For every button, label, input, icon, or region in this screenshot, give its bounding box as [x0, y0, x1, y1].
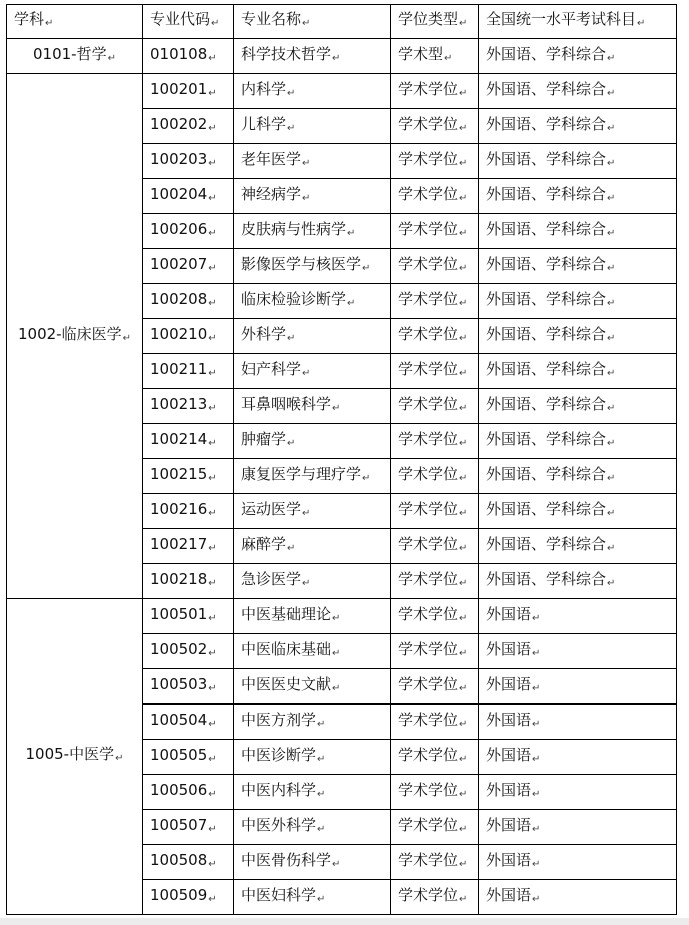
name-cell: 临床检验诊断学↵ — [234, 284, 391, 319]
paragraph-mark-icon: ↵ — [332, 682, 341, 694]
paragraph-mark-icon: ↵ — [302, 367, 311, 379]
degree-cell: 学术学位↵ — [391, 179, 479, 214]
paragraph-mark-icon: ↵ — [208, 402, 217, 414]
paragraph-mark-icon: ↵ — [459, 18, 468, 29]
name-cell: 中医内科学↵ — [234, 775, 391, 810]
paragraph-mark-icon: ↵ — [459, 893, 468, 905]
name-cell: 外科学↵ — [234, 319, 391, 354]
code-cell: 100503↵ — [143, 669, 234, 705]
header-degree: 学位类型↵ — [391, 5, 479, 39]
exam-cell: 外国语、学科综合↵ — [479, 39, 677, 74]
name-cell: 肿瘤学↵ — [234, 424, 391, 459]
degree-cell: 学术学位↵ — [391, 319, 479, 354]
paragraph-mark-icon: ↵ — [208, 788, 217, 800]
paragraph-mark-icon: ↵ — [208, 87, 217, 99]
code-cell: 100214↵ — [143, 424, 234, 459]
paragraph-mark-icon: ↵ — [532, 893, 541, 905]
exam-cell: 外国语、学科综合↵ — [479, 179, 677, 214]
code-cell: 100206↵ — [143, 214, 234, 249]
paragraph-mark-icon: ↵ — [302, 18, 311, 29]
name-cell: 中医方剂学↵ — [234, 704, 391, 740]
paragraph-mark-icon: ↵ — [208, 157, 217, 169]
paragraph-mark-icon: ↵ — [208, 753, 217, 765]
degree-cell: 学术学位↵ — [391, 599, 479, 634]
paragraph-mark-icon: ↵ — [459, 402, 468, 414]
paragraph-mark-icon: ↵ — [459, 332, 468, 344]
name-cell: 中医基础理论↵ — [234, 599, 391, 634]
paragraph-mark-icon: ↵ — [607, 472, 616, 484]
paragraph-mark-icon: ↵ — [459, 297, 468, 309]
degree-cell: 学术学位↵ — [391, 389, 479, 424]
code-cell: 100201↵ — [143, 74, 234, 109]
code-cell: 100508↵ — [143, 845, 234, 880]
header-code: 专业代码↵ — [143, 5, 234, 39]
degree-cell: 学术学位↵ — [391, 214, 479, 249]
paragraph-mark-icon: ↵ — [607, 297, 616, 309]
paragraph-mark-icon: ↵ — [302, 192, 311, 204]
name-cell: 中医外科学↵ — [234, 810, 391, 845]
code-cell: 100501↵ — [143, 599, 234, 634]
paragraph-mark-icon: ↵ — [287, 542, 296, 554]
paragraph-mark-icon: ↵ — [607, 332, 616, 344]
paragraph-mark-icon: ↵ — [115, 753, 124, 764]
degree-cell: 学术学位↵ — [391, 284, 479, 319]
paragraph-mark-icon: ↵ — [459, 788, 468, 800]
degree-cell: 学术学位↵ — [391, 494, 479, 529]
paragraph-mark-icon: ↵ — [459, 227, 468, 239]
paragraph-mark-icon: ↵ — [607, 122, 616, 134]
exam-cell: 外国语、学科综合↵ — [479, 354, 677, 389]
paragraph-mark-icon: ↵ — [607, 262, 616, 274]
page-bottom-strip — [0, 918, 689, 925]
paragraph-mark-icon: ↵ — [107, 52, 116, 64]
exam-cell: 外国语↵ — [479, 669, 677, 705]
paragraph-mark-icon: ↵ — [607, 437, 616, 449]
name-cell: 急诊医学↵ — [234, 564, 391, 599]
exam-cell: 外国语、学科综合↵ — [479, 214, 677, 249]
degree-cell: 学术学位↵ — [391, 144, 479, 179]
exam-cell: 外国语、学科综合↵ — [479, 74, 677, 109]
name-cell: 耳鼻咽喉科学↵ — [234, 389, 391, 424]
paragraph-mark-icon: ↵ — [532, 682, 541, 694]
paragraph-mark-icon: ↵ — [532, 823, 541, 835]
exam-cell: 外国语↵ — [479, 740, 677, 775]
exam-cell: 外国语↵ — [479, 810, 677, 845]
paragraph-mark-icon: ↵ — [607, 227, 616, 239]
paragraph-mark-icon: ↵ — [208, 472, 217, 484]
header-row — [7, 5, 677, 39]
paragraph-mark-icon: ↵ — [208, 437, 217, 449]
name-cell: 神经病学↵ — [234, 179, 391, 214]
paragraph-mark-icon: ↵ — [208, 577, 217, 589]
degree-cell: 学术学位↵ — [391, 740, 479, 775]
code-cell: 100218↵ — [143, 564, 234, 599]
paragraph-mark-icon: ↵ — [332, 402, 341, 414]
exam-cell: 外国语、学科综合↵ — [479, 564, 677, 599]
paragraph-mark-icon: ↵ — [637, 18, 646, 29]
paragraph-mark-icon: ↵ — [317, 788, 326, 800]
code-cell: 100211↵ — [143, 354, 234, 389]
exam-cell: 外国语、学科综合↵ — [479, 319, 677, 354]
paragraph-mark-icon: ↵ — [332, 647, 341, 659]
exam-cell: 外国语、学科综合↵ — [479, 424, 677, 459]
paragraph-mark-icon: ↵ — [459, 262, 468, 274]
code-cell: 100203↵ — [143, 144, 234, 179]
paragraph-mark-icon: ↵ — [459, 823, 468, 835]
table-row — [7, 599, 677, 634]
exam-cell: 外国语、学科综合↵ — [479, 109, 677, 144]
code-cell: 100216↵ — [143, 494, 234, 529]
degree-cell: 学术学位↵ — [391, 529, 479, 564]
name-cell: 中医妇科学↵ — [234, 880, 391, 915]
name-cell: 运动医学↵ — [234, 494, 391, 529]
degree-cell: 学术学位↵ — [391, 249, 479, 284]
code-cell: 100202↵ — [143, 109, 234, 144]
paragraph-mark-icon: ↵ — [211, 18, 220, 29]
paragraph-mark-icon: ↵ — [607, 577, 616, 589]
name-cell: 中医诊断学↵ — [234, 740, 391, 775]
exam-cell: 外国语、学科综合↵ — [479, 389, 677, 424]
paragraph-mark-icon: ↵ — [208, 823, 217, 835]
paragraph-mark-icon: ↵ — [459, 753, 468, 765]
paragraph-mark-icon: ↵ — [607, 87, 616, 99]
name-cell: 妇产科学↵ — [234, 354, 391, 389]
paragraph-mark-icon: ↵ — [45, 18, 54, 29]
paragraph-mark-icon: ↵ — [459, 367, 468, 379]
paragraph-mark-icon: ↵ — [302, 157, 311, 169]
degree-cell: 学术学位↵ — [391, 354, 479, 389]
paragraph-mark-icon: ↵ — [459, 718, 468, 730]
name-cell: 儿科学↵ — [234, 109, 391, 144]
degree-cell: 学术学位↵ — [391, 669, 479, 705]
table-body — [7, 39, 677, 915]
paragraph-mark-icon: ↵ — [317, 893, 326, 905]
paragraph-mark-icon: ↵ — [459, 858, 468, 870]
paragraph-mark-icon: ↵ — [208, 718, 217, 730]
paragraph-mark-icon: ↵ — [362, 472, 371, 484]
exam-cell: 外国语、学科综合↵ — [479, 529, 677, 564]
paragraph-mark-icon: ↵ — [347, 297, 356, 309]
paragraph-mark-icon: ↵ — [302, 577, 311, 589]
name-cell: 皮肤病与性病学↵ — [234, 214, 391, 249]
name-cell: 科学技术哲学↵ — [234, 39, 391, 74]
paragraph-mark-icon: ↵ — [459, 437, 468, 449]
paragraph-mark-icon: ↵ — [208, 192, 217, 204]
name-cell: 中医临床基础↵ — [234, 634, 391, 669]
exam-cell: 外国语↵ — [479, 634, 677, 669]
exam-cell: 外国语、学科综合↵ — [479, 284, 677, 319]
exam-cell: 外国语↵ — [479, 880, 677, 915]
paragraph-mark-icon: ↵ — [208, 647, 217, 659]
paragraph-mark-icon: ↵ — [332, 612, 341, 624]
exam-cell: 外国语、学科综合↵ — [479, 459, 677, 494]
paragraph-mark-icon: ↵ — [459, 157, 468, 169]
degree-cell: 学术学位↵ — [391, 810, 479, 845]
paragraph-mark-icon: ↵ — [459, 192, 468, 204]
paragraph-mark-icon: ↵ — [332, 858, 341, 870]
exam-cell: 外国语↵ — [479, 599, 677, 634]
paragraph-mark-icon: ↵ — [208, 858, 217, 870]
table-row — [7, 74, 677, 109]
paragraph-mark-icon: ↵ — [607, 52, 616, 64]
paragraph-mark-icon: ↵ — [532, 718, 541, 730]
paragraph-mark-icon: ↵ — [459, 507, 468, 519]
exam-cell: 外国语↵ — [479, 775, 677, 810]
code-cell: 100217↵ — [143, 529, 234, 564]
paragraph-mark-icon: ↵ — [208, 332, 217, 344]
code-cell: 100208↵ — [143, 284, 234, 319]
paragraph-mark-icon: ↵ — [317, 753, 326, 765]
degree-cell: 学术学位↵ — [391, 775, 479, 810]
paragraph-mark-icon: ↵ — [532, 753, 541, 765]
paragraph-mark-icon: ↵ — [532, 788, 541, 800]
paragraph-mark-icon: ↵ — [444, 52, 453, 64]
paragraph-mark-icon: ↵ — [459, 542, 468, 554]
degree-cell: 学术学位↵ — [391, 634, 479, 669]
paragraph-mark-icon: ↵ — [459, 612, 468, 624]
code-cell: 100215↵ — [143, 459, 234, 494]
paragraph-mark-icon: ↵ — [607, 157, 616, 169]
paragraph-mark-icon: ↵ — [208, 612, 217, 624]
code-cell: 100507↵ — [143, 810, 234, 845]
name-cell: 中医医史文献↵ — [234, 669, 391, 705]
paragraph-mark-icon: ↵ — [208, 542, 217, 554]
program-table — [6, 4, 677, 915]
paragraph-mark-icon: ↵ — [532, 858, 541, 870]
paragraph-mark-icon: ↵ — [287, 437, 296, 449]
paragraph-mark-icon: ↵ — [459, 122, 468, 134]
paragraph-mark-icon: ↵ — [208, 682, 217, 694]
paragraph-mark-icon: ↵ — [208, 893, 217, 905]
name-cell: 康复医学与理疗学↵ — [234, 459, 391, 494]
degree-cell: 学术学位↵ — [391, 880, 479, 915]
paragraph-mark-icon: ↵ — [208, 122, 217, 134]
exam-cell: 外国语、学科综合↵ — [479, 144, 677, 179]
paragraph-mark-icon: ↵ — [362, 262, 371, 274]
paragraph-mark-icon: ↵ — [208, 367, 217, 379]
degree-cell: 学术学位↵ — [391, 704, 479, 740]
paragraph-mark-icon: ↵ — [287, 122, 296, 134]
code-cell: 100207↵ — [143, 249, 234, 284]
paragraph-mark-icon: ↵ — [532, 612, 541, 624]
paragraph-mark-icon: ↵ — [287, 87, 296, 99]
degree-cell: 学术型↵ — [391, 39, 479, 74]
exam-cell: 外国语↵ — [479, 845, 677, 880]
table-row — [7, 39, 677, 74]
degree-cell: 学术学位↵ — [391, 109, 479, 144]
paragraph-mark-icon: ↵ — [208, 507, 217, 519]
paragraph-mark-icon: ↵ — [607, 367, 616, 379]
paragraph-mark-icon: ↵ — [459, 647, 468, 659]
paragraph-mark-icon: ↵ — [607, 542, 616, 554]
code-cell: 100506↵ — [143, 775, 234, 810]
code-cell: 100505↵ — [143, 740, 234, 775]
paragraph-mark-icon: ↵ — [607, 507, 616, 519]
degree-cell: 学术学位↵ — [391, 459, 479, 494]
degree-cell: 学术学位↵ — [391, 845, 479, 880]
discipline-cell: 1002-临床医学↵ — [7, 74, 143, 599]
paragraph-mark-icon: ↵ — [459, 87, 468, 99]
exam-cell: 外国语↵ — [479, 704, 677, 740]
code-cell: 010108↵ — [143, 39, 234, 74]
discipline-cell: 0101-哲学↵ — [7, 39, 143, 74]
paragraph-mark-icon: ↵ — [317, 718, 326, 730]
name-cell: 老年医学↵ — [234, 144, 391, 179]
code-cell: 100504↵ — [143, 704, 234, 740]
header-discipline: 学科↵ — [7, 5, 143, 39]
paragraph-mark-icon: ↵ — [347, 227, 356, 239]
header-name: 专业名称↵ — [234, 5, 391, 39]
name-cell: 影像医学与核医学↵ — [234, 249, 391, 284]
code-cell: 100204↵ — [143, 179, 234, 214]
paragraph-mark-icon: ↵ — [208, 262, 217, 274]
paragraph-mark-icon: ↵ — [332, 52, 341, 64]
code-cell: 100502↵ — [143, 634, 234, 669]
code-cell: 100210↵ — [143, 319, 234, 354]
name-cell: 麻醉学↵ — [234, 529, 391, 564]
discipline-cell: 1005-中医学↵ — [7, 599, 143, 915]
code-cell: 100509↵ — [143, 880, 234, 915]
exam-cell: 外国语、学科综合↵ — [479, 249, 677, 284]
name-cell: 中医骨伤科学↵ — [234, 845, 391, 880]
paragraph-mark-icon: ↵ — [459, 682, 468, 694]
paragraph-mark-icon: ↵ — [532, 647, 541, 659]
paragraph-mark-icon: ↵ — [317, 823, 326, 835]
code-cell: 100213↵ — [143, 389, 234, 424]
paragraph-mark-icon: ↵ — [607, 402, 616, 414]
paragraph-mark-icon: ↵ — [208, 52, 217, 64]
paragraph-mark-icon: ↵ — [122, 332, 131, 344]
paragraph-mark-icon: ↵ — [459, 472, 468, 484]
paragraph-mark-icon: ↵ — [607, 192, 616, 204]
paragraph-mark-icon: ↵ — [287, 332, 296, 344]
paragraph-mark-icon: ↵ — [208, 227, 217, 239]
degree-cell: 学术学位↵ — [391, 424, 479, 459]
name-cell: 内科学↵ — [234, 74, 391, 109]
degree-cell: 学术学位↵ — [391, 74, 479, 109]
header-exam: 全国统一水平考试科目↵ — [479, 5, 677, 39]
degree-cell: 学术学位↵ — [391, 564, 479, 599]
paragraph-mark-icon: ↵ — [459, 577, 468, 589]
paragraph-mark-icon: ↵ — [302, 507, 311, 519]
exam-cell: 外国语、学科综合↵ — [479, 494, 677, 529]
paragraph-mark-icon: ↵ — [208, 297, 217, 309]
